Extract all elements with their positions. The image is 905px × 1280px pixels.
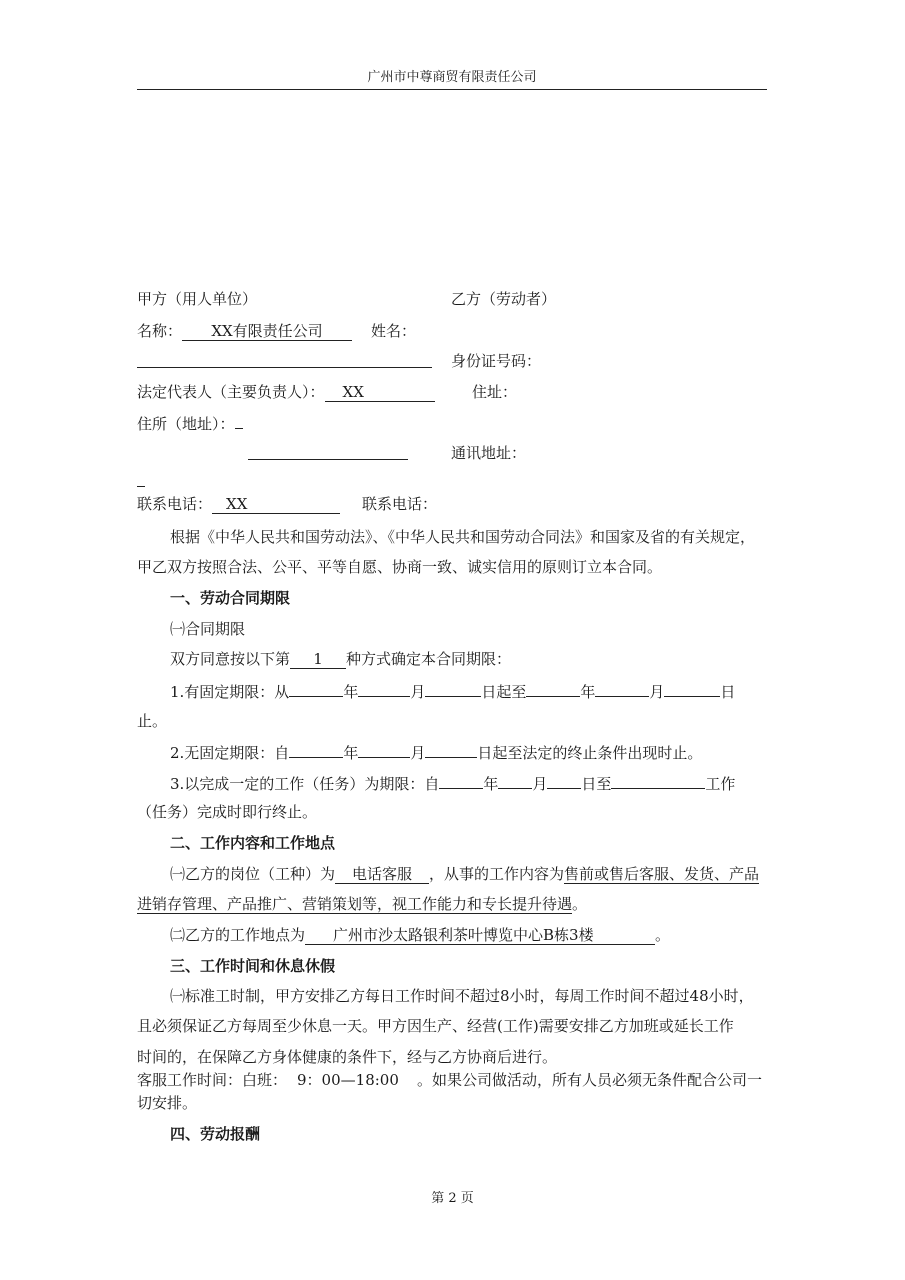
job-row — [170, 864, 759, 884]
job-content-2: 进销存管理、产品推广、营销策划等，视工作能力和专长提升待遇 — [137, 895, 573, 913]
party-b-id-label: 身份证号码： — [451, 352, 542, 370]
hours-line-5: 切安排。 — [137, 1094, 198, 1112]
intro-line-1: 根据《中华人民共和国劳动法》、《中华人民共和国劳动合同法》和国家及省的有关规定， — [170, 528, 756, 546]
month-label: 月 — [649, 683, 665, 701]
blank-line — [137, 351, 432, 373]
option-3-end: （任务）完成时即行终止。 — [137, 803, 318, 821]
party-a-address-row — [137, 412, 243, 434]
party-a-rep-label: 法定代表人（主要负责人）： — [137, 383, 325, 401]
workplace-value: 广州市沙太路银利茶叶博览中心B栋3楼 — [305, 926, 655, 945]
section-2-title: 二、工作内容和工作地点 — [170, 834, 336, 852]
party-a-phone-value: XX — [212, 495, 340, 514]
section-4-title: 四、劳动报酬 — [170, 1125, 261, 1143]
day-label: 日 — [720, 683, 736, 701]
option-2-post: 日起至法定的终止条件出现时止。 — [477, 744, 703, 762]
option-3-row — [170, 772, 735, 794]
option-1-end: 止。 — [137, 712, 168, 730]
job-pre: ㈠乙方的岗位（工种）为 — [170, 865, 336, 883]
workplace-pre: ㈡乙方的工作地点为 — [170, 926, 306, 944]
year-label: 年 — [343, 744, 359, 762]
year-label: 年 — [580, 683, 596, 701]
service-hours-label: 客服工作时间：白班： — [137, 1071, 288, 1089]
hours-line-4 — [137, 1070, 762, 1090]
section-1-title: 一、劳动合同期限 — [170, 589, 291, 607]
party-a-name-value: XX有限责任公司 — [182, 322, 352, 341]
page-number: 第 2 页 — [431, 1191, 474, 1206]
job-post-value: 电话客服 — [335, 865, 429, 884]
service-hours-value: 9：00—18:00 — [297, 1071, 399, 1089]
party-b-phone-label: 联系电话： — [362, 495, 438, 513]
month-label: 月 — [410, 683, 426, 701]
job-content-1: 售前或售后客服、发货、产品 — [564, 865, 760, 883]
job-end: 。 — [572, 895, 588, 913]
party-a-phone-row — [137, 494, 340, 514]
party-a-name-row — [137, 321, 352, 341]
party-a-phone-label: 联系电话： — [137, 495, 213, 513]
party-a-rep-value: XX — [325, 383, 435, 402]
term-choice-row — [170, 649, 511, 669]
year-label: 年 — [343, 683, 359, 701]
option-1-pre: 1.有固定期限：从 — [170, 683, 290, 701]
party-a-heading: 甲方（用人单位） — [137, 290, 258, 308]
work-label: 工作 — [705, 775, 736, 793]
year-label: 年 — [483, 775, 499, 793]
job-row-2 — [137, 894, 587, 914]
hours-line-2: 且必须保证乙方每周至少休息一天。甲方因生产、经营(工作)需要安排乙方加班或延长工作 — [137, 1017, 734, 1035]
day-from-label: 日起至 — [481, 683, 527, 701]
term-choice-post: 种方式确定本合同期限： — [346, 650, 512, 668]
option-2-pre: 2.无固定期限：自 — [170, 744, 290, 762]
party-b-addr-label: 住址： — [472, 383, 518, 401]
hours-line-3: 时间的，在保障乙方身体健康的条件下，经与乙方协商后进行。 — [137, 1048, 558, 1066]
option-1-row — [170, 680, 735, 702]
hours-line-1: ㈠标准工时制，甲方安排乙方每日工作时间不超过8小时，每周工作时间不超过48小时， — [170, 987, 754, 1005]
term-choice-pre: 双方同意按以下第 — [170, 650, 291, 668]
party-b-heading: 乙方（劳动者） — [451, 290, 557, 308]
month-label: 月 — [532, 775, 548, 793]
month-label: 月 — [410, 744, 426, 762]
workplace-end: 。 — [655, 926, 671, 944]
option-2-row — [170, 741, 702, 763]
day-to-label: 日至 — [581, 775, 612, 793]
party-a-address-label: 住所（地址）： — [137, 415, 235, 433]
service-hours-note: 。如果公司做活动，所有人员必须无条件配合公司一 — [417, 1071, 763, 1089]
section-1-sub: ㈠合同期限 — [170, 620, 246, 638]
page-header: 广州市中尊商贸有限责任公司 — [137, 66, 767, 90]
party-b-name-label: 姓名： — [371, 322, 417, 340]
party-a-rep-row — [137, 382, 435, 402]
option-3-pre: 3.以完成一定的工作（任务）为期限：自 — [170, 775, 440, 793]
job-mid: ，从事的工作内容为 — [429, 865, 565, 883]
intro-line-2: 甲乙双方按照合法、公平、平等自愿、协商一致、诚实信用的原则订立本合同。 — [137, 558, 663, 576]
party-a-name-label: 名称： — [137, 322, 183, 340]
section-3-title: 三、工作时间和休息休假 — [170, 957, 336, 975]
blank-line — [137, 470, 145, 492]
term-choice-value: 1 — [290, 650, 346, 669]
blank-line — [248, 443, 408, 465]
workplace-row — [170, 925, 670, 945]
party-b-mail-label: 通讯地址： — [451, 444, 527, 462]
